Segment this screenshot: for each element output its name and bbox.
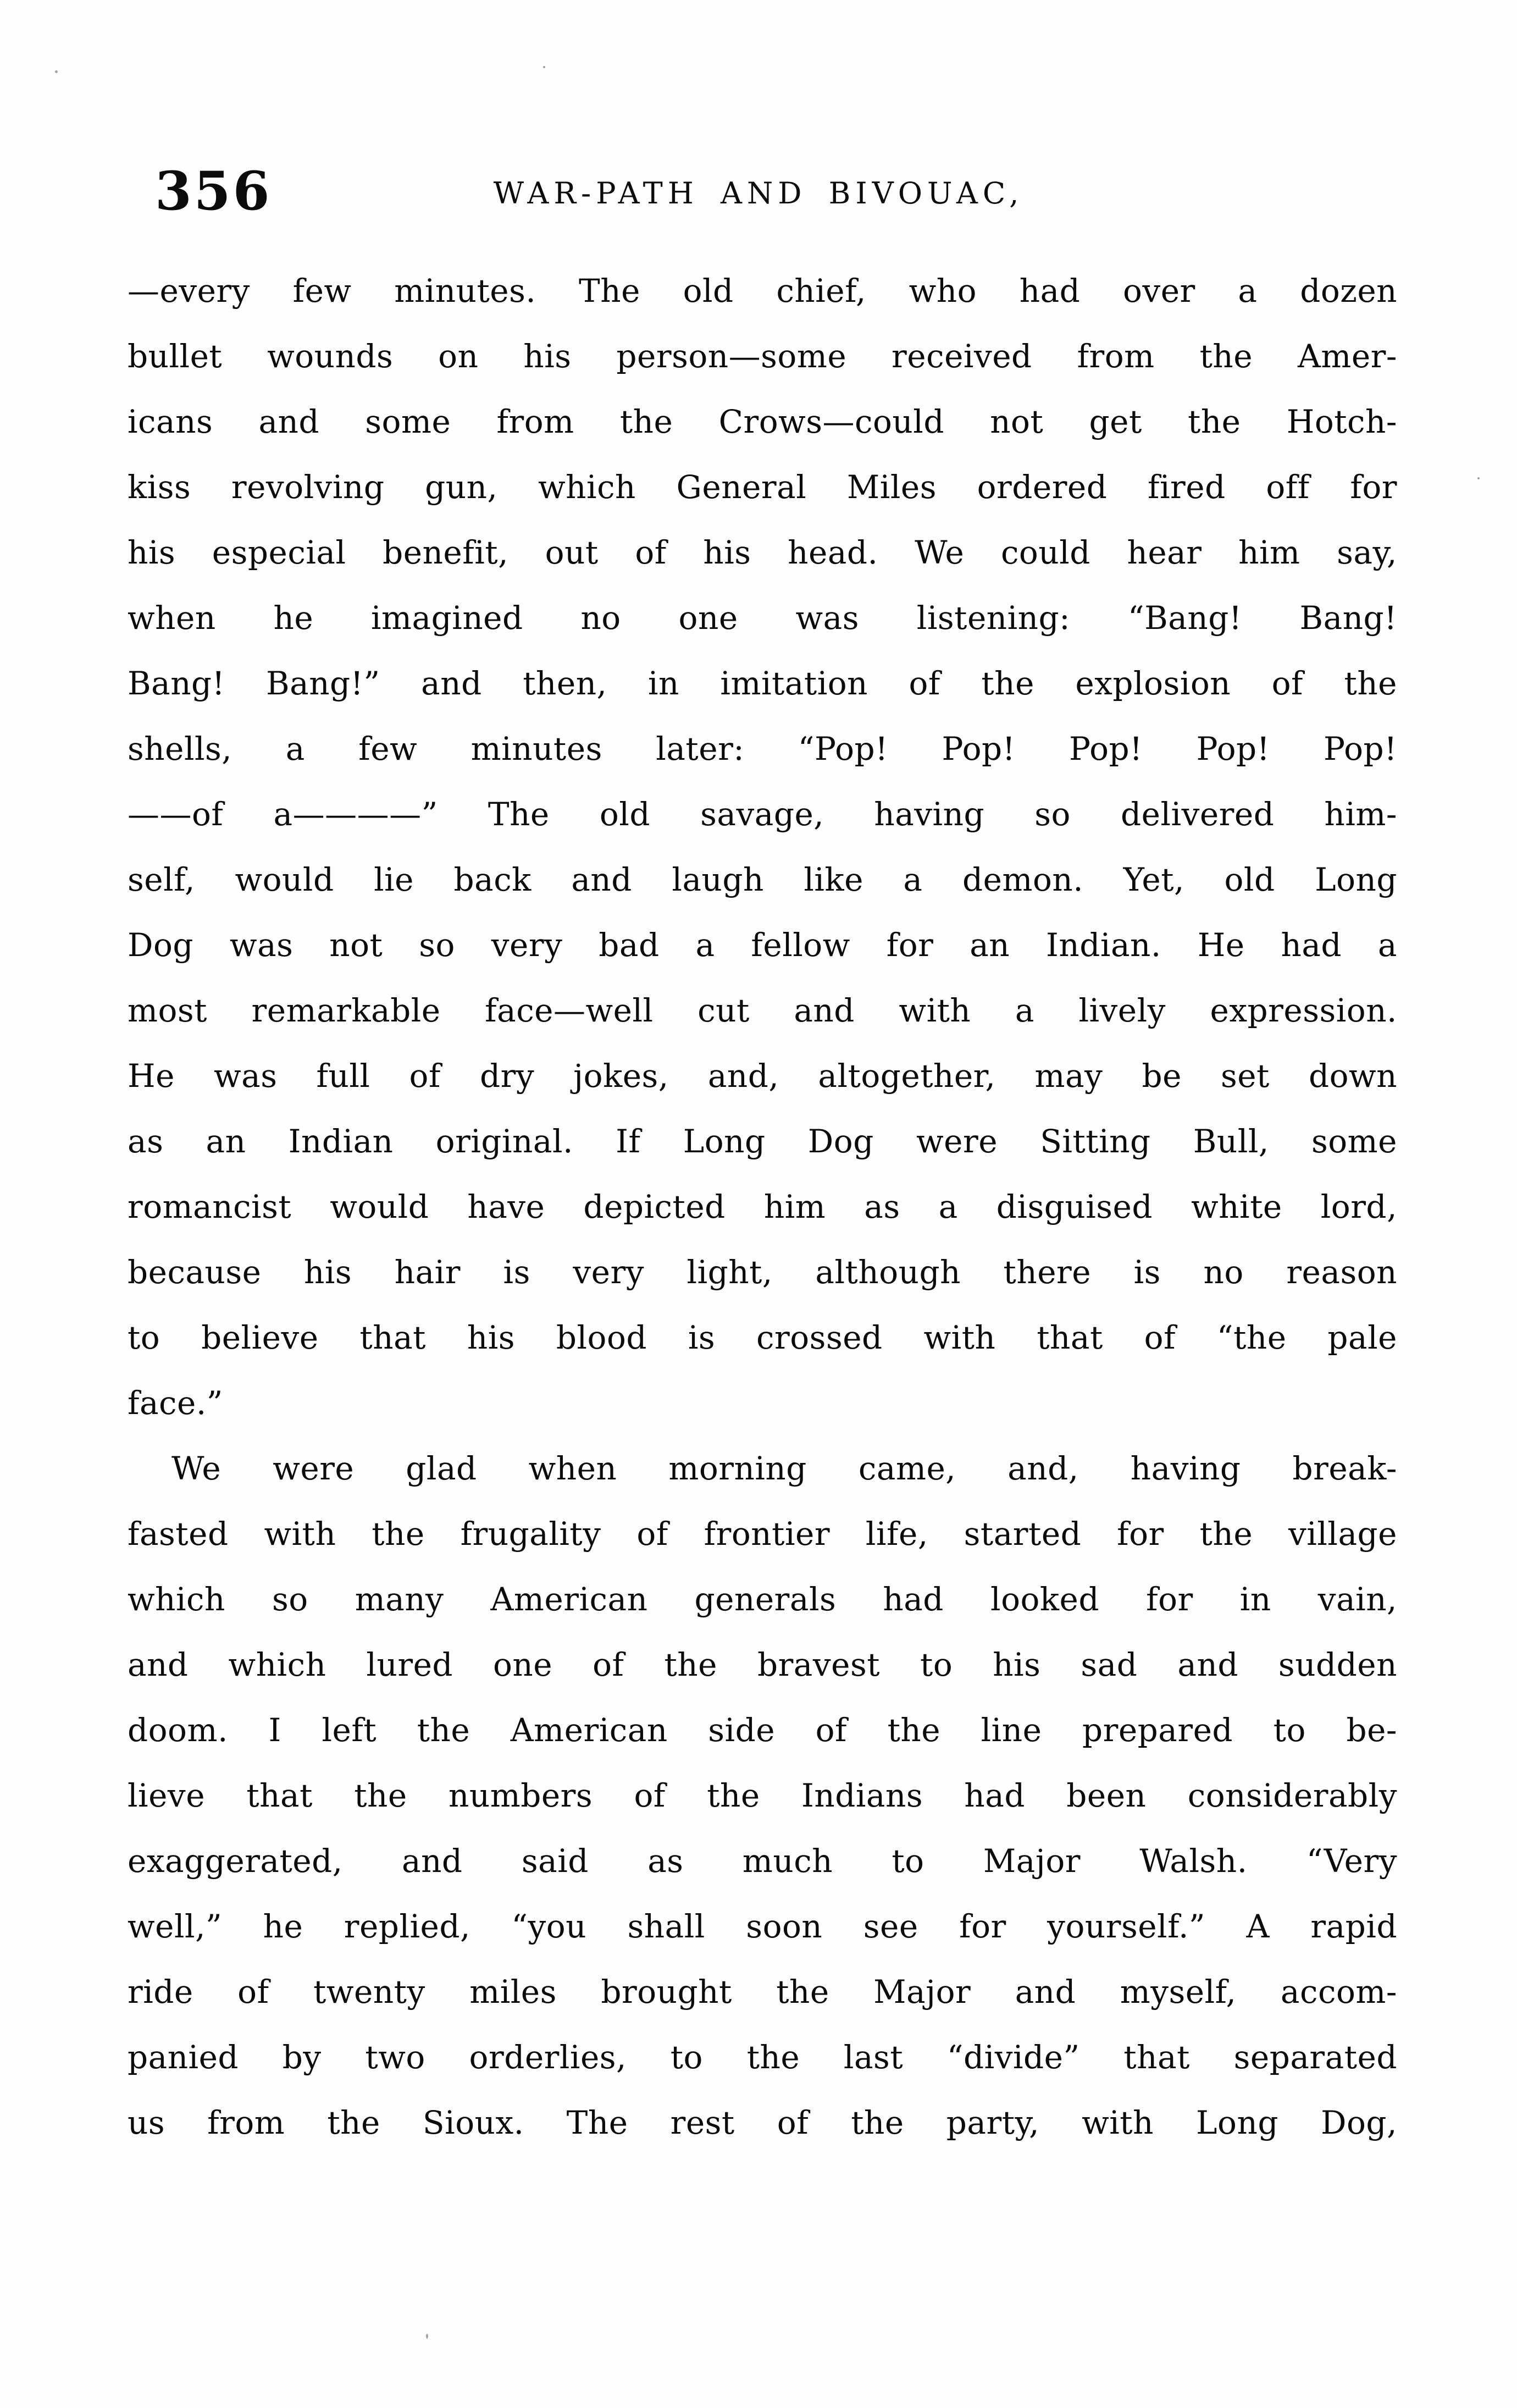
- text-line: when he imagined no one was listening: “Bang! Bang!: [128, 599, 1397, 637]
- text-line: fasted with the frugality of frontier life, started for the village: [128, 1515, 1397, 1553]
- text-line: as an Indian original. If Long Dog were Sitting Bull, some: [128, 1123, 1397, 1160]
- scan-speck: [543, 66, 545, 68]
- text-line: to believe that his blood is crossed with that of “the pale: [128, 1319, 1397, 1356]
- text-line: shells, a few minutes later: “Pop! Pop! Pop! Pop! Pop!: [128, 730, 1397, 767]
- text-line: kiss revolving gun, which General Miles ordered fired off for: [128, 468, 1397, 506]
- page-header: [0, 160, 1517, 229]
- running-title: WAR-PATH AND BIVOUAC,: [493, 176, 1024, 211]
- text-line: well,” he replied, “you shall soon see for yourself.” A rapid: [128, 1908, 1397, 1945]
- scan-speck: [55, 70, 58, 73]
- text-line: He was full of dry jokes, and, altogether, may be set down: [128, 1057, 1397, 1095]
- text-line: lieve that the numbers of the Indians had been considerably: [128, 1777, 1397, 1814]
- scan-speck: [1477, 477, 1480, 479]
- text-line: icans and some from the Crows—could not get the Hotch-: [128, 403, 1397, 440]
- text-line: self, would lie back and laugh like a demon. Yet, old Long: [128, 861, 1397, 898]
- text-line: —every few minutes. The old chief, who had over a dozen: [128, 272, 1397, 310]
- text-line: face.”: [128, 1384, 223, 1422]
- text-line: Dog was not so very bad a fellow for an Indian. He had a: [128, 926, 1397, 964]
- text-line: and which lured one of the bravest to his sad and sudden: [128, 1646, 1397, 1683]
- text-line: ——of a————” The old savage, having so delivered him-: [128, 796, 1397, 833]
- text-line: most remarkable face—well cut and with a lively expression.: [128, 992, 1397, 1029]
- text-line: panied by two orderlies, to the last “divide” that separated: [128, 2039, 1397, 2076]
- scan-speck: [426, 2334, 428, 2339]
- text-line: We were glad when morning came, and, having break-: [171, 1450, 1397, 1487]
- text-line: doom. I left the American side of the line prepared to be-: [128, 1711, 1397, 1749]
- text-line: which so many American generals had looked for in vain,: [128, 1581, 1397, 1618]
- text-line: romancist would have depicted him as a disguised white lord,: [128, 1188, 1397, 1225]
- text-line: ride of twenty miles brought the Major and myself, accom-: [128, 1973, 1397, 2011]
- body-text: [128, 258, 1397, 2156]
- text-line: exaggerated, and said as much to Major Walsh. “Very: [128, 1842, 1397, 1880]
- text-line: bullet wounds on his person—some received from the Amer-: [128, 338, 1397, 375]
- page-number: 356: [155, 160, 272, 222]
- text-line: us from the Sioux. The rest of the party, with Long Dog,: [128, 2104, 1397, 2141]
- text-line: Bang! Bang!” and then, in imitation of the explosion of the: [128, 665, 1397, 702]
- text-line: his especial benefit, out of his head. We could hear him say,: [128, 534, 1397, 571]
- text-line: because his hair is very light, although there is no reason: [128, 1253, 1397, 1291]
